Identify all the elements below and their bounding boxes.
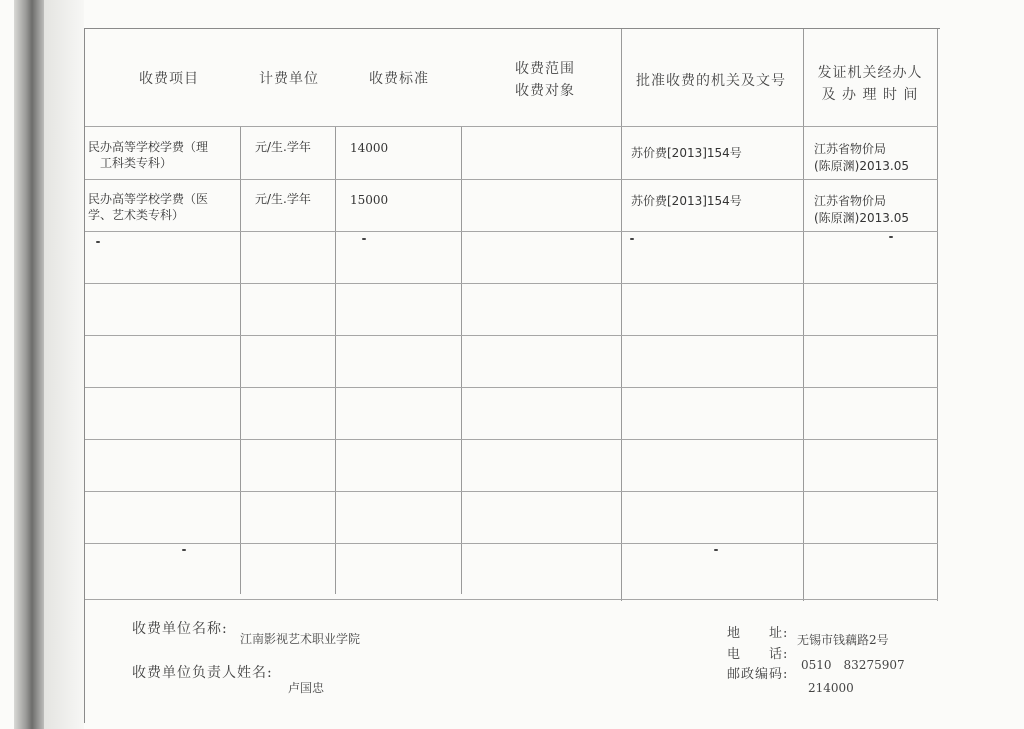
header-fee-standard: 收费标准: [369, 71, 429, 87]
phone-value: 0510 83275907: [801, 658, 905, 672]
table-row-1-date: (陈原渊)2013.05: [814, 159, 909, 173]
phone-label: 电 话:: [727, 647, 789, 662]
header-approval-authority: 批准收费的机关及文号: [636, 73, 786, 89]
row-divider: [85, 283, 938, 284]
scan-speck: [889, 236, 893, 238]
head-name-label: 收费单位负责人姓名:: [132, 665, 273, 681]
column-divider: [461, 126, 462, 594]
table-row-1-approval: 苏价费[2013]154号: [631, 146, 742, 160]
table-row-1-unit: 元/生.学年: [255, 140, 311, 154]
column-divider: [335, 126, 336, 594]
org-name-value: 江南影视艺术职业学院: [240, 632, 361, 646]
table-row-1-issuer: 江苏省物价局: [814, 142, 887, 156]
address-label: 地 址:: [727, 626, 789, 641]
table-row-2-item-line1: 民办高等学校学费（医: [88, 192, 209, 206]
table-row-2-issuer: 江苏省物价局: [814, 194, 887, 208]
postcode-label: 邮政编码:: [727, 667, 789, 682]
table-row-2-item-line2: 学、艺术类专科）: [88, 208, 185, 222]
row-divider: [85, 491, 938, 492]
header-fee-target: 收费对象: [515, 83, 575, 99]
table-row-2-standard: 15000: [350, 193, 389, 207]
row-divider: [85, 335, 938, 336]
table-row-1-item-line1: 民办高等学校学费（理: [88, 140, 209, 154]
table-row-1-standard: 14000: [350, 141, 389, 155]
page-margin-shadow: [44, 0, 84, 729]
table-row-2-date: (陈原渊)2013.05: [814, 211, 909, 225]
org-name-label: 收费单位名称:: [132, 621, 228, 637]
row-divider: [85, 231, 938, 232]
column-divider: [621, 29, 622, 601]
table-row-2-unit: 元/生.学年: [255, 192, 311, 206]
table-row-2-approval: 苏价费[2013]154号: [631, 194, 742, 208]
header-issuer: 发证机关经办人: [817, 65, 923, 81]
binding-shadow: [14, 0, 44, 729]
scan-speck: [182, 549, 186, 551]
header-fee-item: 收费项目: [139, 71, 199, 87]
scan-speck: [362, 238, 366, 240]
header-handling-time: 及 办 理 时 间: [821, 87, 919, 103]
row-divider: [85, 599, 938, 600]
scan-speck: [630, 238, 634, 240]
postcode-value: 214000: [808, 681, 854, 695]
column-divider: [937, 29, 938, 601]
table-row-1-item-line2: 工科类专科）: [100, 156, 173, 170]
header-fee-scope: 收费范围: [515, 61, 575, 77]
row-divider: [85, 126, 938, 127]
row-divider: [85, 179, 938, 180]
scan-speck: [714, 549, 718, 551]
address-value: 无锡市钱藕路2号: [797, 633, 889, 647]
scan-speck: [96, 241, 100, 243]
row-divider: [85, 543, 938, 544]
row-divider: [85, 439, 938, 440]
row-divider: [85, 387, 938, 388]
head-name-value: 卢国忠: [288, 681, 325, 695]
header-billing-unit: 计费单位: [259, 71, 319, 87]
column-divider: [803, 29, 804, 601]
